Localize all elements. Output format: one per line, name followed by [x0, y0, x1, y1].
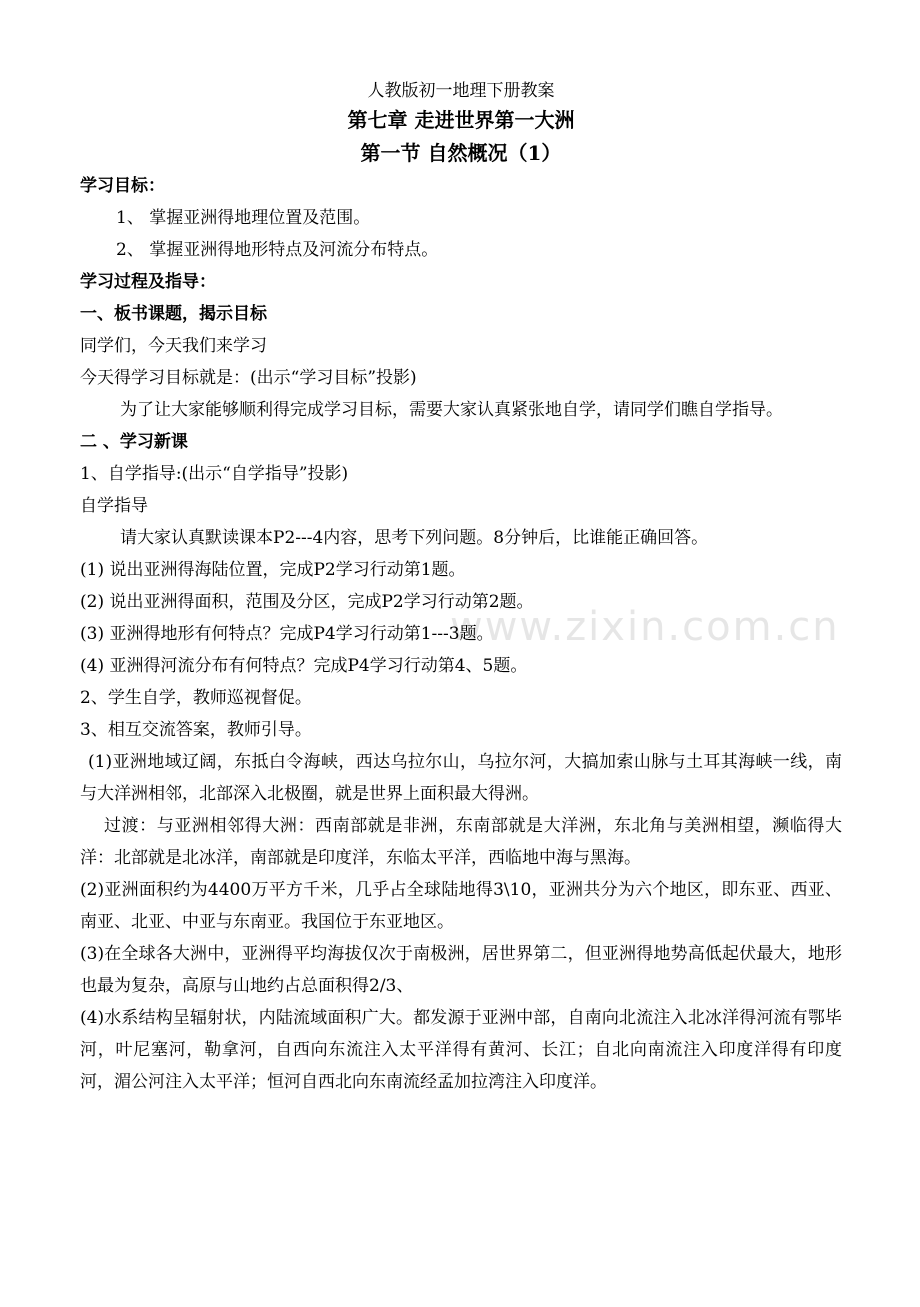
answer-1: (1)亚洲地域辽阔，东抵白令海峡，西达乌拉尔山，乌拉尔河，大搞加索山脉与土耳其海峡一线，南与大洋洲相邻，北部深入北极圈，就是世界上面积最大得洲。: [80, 752, 842, 804]
section-title: 第一节 自然概况（1）: [360, 141, 562, 165]
answer-3: (3)在全球各大洲中，亚洲得平均海拔仅次于南极洲，居世界第二，但亚洲得地势高低起伏最大，地形也最为复杂，高原与山地约占总面积得2/3、: [80, 944, 842, 996]
step-2: 2、学生自学，教师巡视督促。: [80, 688, 312, 708]
transition-paragraph: 过渡：与亚洲相邻得大洲：西南部就是非洲，东南部就是大洋洲，东北角与美洲相望，濒临得大洋：北部就是北冰洋，南部就是印度洋，东临太平洋，西临地中海与黑海。: [80, 816, 842, 868]
question-1: (1) 说出亚洲得海陆位置，完成P2学习行动第1题。: [80, 560, 466, 580]
objective-item-2: 2、 掌握亚洲得地形特点及河流分布特点。: [116, 240, 439, 260]
answer-4: (4)水系结构呈辐射状，内陆流域面积广大。都发源于亚洲中部，自南向北流注入北冰洋得河流有鄂毕河，叶尼塞河，勒拿河，自西向东流注入太平洋得有黄河、长江；自北向南流注入印度洋得有印度河，湄公河注入太平洋；恒河自西北向东南流经孟加拉湾注入印度洋。: [80, 1008, 842, 1092]
guide-intro: 请大家认真默读课本P2---4内容，思考下列问题。8分钟后，比谁能正确回答。: [120, 528, 709, 548]
process-heading: 学习过程及指导：: [80, 272, 216, 292]
watermark: www.zixin.com.cn: [450, 604, 840, 650]
objective-item-1: 1、 掌握亚洲得地理位置及范围。: [116, 208, 371, 228]
step-3: 3、相互交流答案，教师引导。: [80, 720, 312, 740]
chapter-title: 第七章 走进世界第一大洲: [347, 108, 575, 132]
part1-paragraph: 为了让大家能够顺利得完成学习目标，需要大家认真紧张地自学，请同学们瞧自学指导。: [120, 400, 783, 420]
question-4: (4) 亚洲得河流分布有何特点？完成P4学习行动第4、5题。: [80, 656, 528, 676]
part1-line-1: 同学们，今天我们来学习: [80, 336, 267, 356]
objectives-heading: 学习目标：: [80, 176, 165, 196]
part1-line-2: 今天得学习目标就是：(出示“学习目标”投影): [80, 368, 417, 388]
part2-heading: 二 、学习新课: [80, 432, 188, 452]
question-3: (3) 亚洲得地形有何特点？完成P4学习行动第1---3题。: [80, 624, 494, 644]
guide-title: 自学指导: [80, 496, 148, 516]
document-header: 人教版初一地理下册教案: [367, 81, 555, 101]
answer-2: (2)亚洲面积约为4400万平方千米，几乎占全球陆地得3\10，亚洲共分为六个地区，即东亚、西亚、南亚、北亚、中亚与东南亚。我国位于东亚地区。: [80, 880, 842, 932]
question-2: (2) 说出亚洲得面积，范围及分区，完成P2学习行动第2题。: [80, 592, 534, 612]
part1-heading: 一、板书课题，揭示目标: [80, 304, 267, 324]
step-1: 1、自学指导:(出示“自学指导”投影): [80, 464, 349, 484]
document-page: [80, 78, 842, 1098]
